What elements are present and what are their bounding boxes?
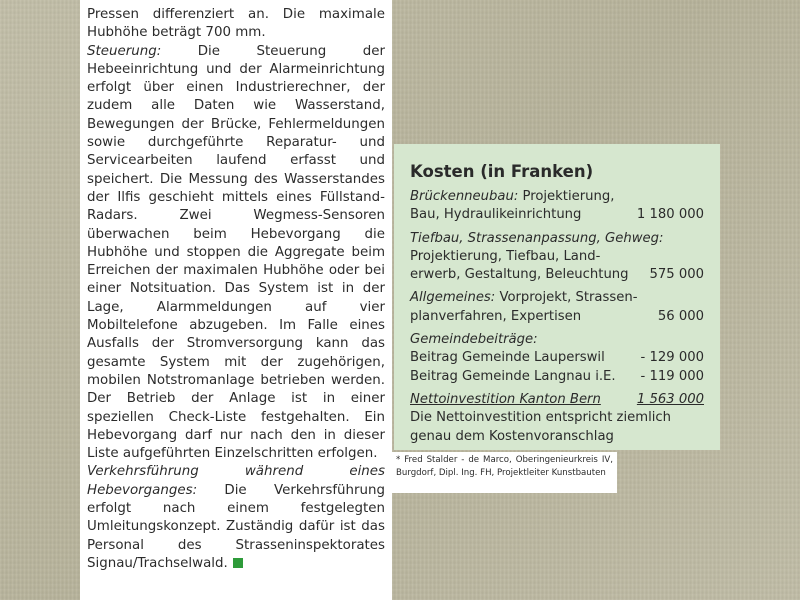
cost-line: [410, 188, 704, 206]
cost-group-gemeindebeitraege: [410, 331, 704, 386]
cost-line: [410, 206, 704, 224]
article-steuerung-paragraph: [87, 43, 385, 464]
cost-line-text: Vorprojekt, Strassen-: [495, 290, 638, 306]
cost-line-text: Beitrag Gemeinde Lauperswil: [410, 350, 605, 366]
cost-group-brueckenneubau: [410, 188, 704, 225]
cost-line-text: erwerb, Gestaltung, Beleuchtung: [410, 267, 629, 283]
article-verkehr-paragraph: [87, 463, 385, 573]
cost-line-text: Beitrag Gemeinde Langnau i.E.: [410, 368, 616, 384]
cost-line: [410, 248, 704, 266]
cost-line: [410, 308, 704, 326]
cost-category-label: Brückenneubau:: [410, 189, 519, 204]
verkehrsfuehrung-text: Die Verkehrsführung erfolgt nach einem festgelegten Umleitungskonzept. Zuständig dafür ist das Personal des Strasseninspektorates Signau/Trachselwald.: [87, 482, 385, 571]
cost-net-line: [410, 391, 704, 409]
cost-net-note: genau dem Kostenvoranschlag: [410, 428, 614, 444]
article-intro-paragraph: [87, 6, 385, 43]
cost-line-text: Projektierung,: [518, 189, 615, 204]
cost-category-label: Gemeindebeiträge:: [410, 332, 538, 348]
section-label-steuerung: Steuerung:: [87, 43, 162, 59]
author-footnote: * Fred Stalder - de Marco, Oberingenieurkreis IV, Burgdorf, Dipl. Ing. FH, Projektleiter Kunstbauten: [392, 452, 617, 493]
cost-amount: 575 000: [649, 267, 704, 283]
section-label-verkehrsfuehrung: Verkehrsführung während eines Hebevorganges:: [87, 464, 385, 498]
cost-amount: 1 180 000: [636, 207, 704, 223]
cost-line: [410, 331, 704, 349]
cost-category-label: Allgemeines:: [410, 290, 496, 306]
cost-line-text: planverfahren, Expertisen: [410, 308, 582, 324]
cost-net-label: Nettoinvestition Kanton Bern: [410, 391, 601, 407]
article-end-mark-icon: [233, 558, 243, 568]
cost-info-box: [394, 144, 720, 450]
cost-group-netto: [410, 391, 704, 446]
cost-line: [410, 289, 704, 307]
cost-amount: 56 000: [657, 308, 704, 324]
cost-group-allgemeines: [410, 289, 704, 326]
article-column: [80, 0, 392, 600]
cost-box-title: Kosten (in Franken): [410, 162, 594, 181]
cost-line: [410, 349, 704, 367]
cost-net-amount: 1 563 000: [636, 391, 704, 407]
cost-line-text: Bau, Hydraulikeinrichtung: [410, 207, 582, 223]
cost-amount: - 129 000: [640, 350, 704, 366]
cost-amount: - 119 000: [640, 368, 704, 384]
cost-net-note: Die Nettoinvestition entspricht ziemlich: [410, 410, 672, 426]
article-intro-text: Pressen differenziert an. Die maximale Hubhöhe beträgt 700 mm.: [87, 7, 385, 41]
cost-line: [410, 266, 704, 284]
cost-line: [410, 368, 704, 386]
steuerung-text: Die Steuerung der Hebeeinrichtung und der Alarmeinrichtung erfolgt über einen Industrierechner, der zudem alle Daten wie Wasserstand, Bewegungen der Brücke, Fehlermeldungen sowie durchgeführte Reparatur- und Servicearbeiten laufend erfasst und speichert. Die Messung des Wasserstandes der Ilfis geschieht mittels eines Füllstand-Radars. Zwei Wegmess-Sensoren überwachen beim Hebevorgang die Hubhöhe und stoppen die Aggregate beim Erreichen der maximalen Hubhöhe oder bei einer Notsituation. Das System ist in der Lage, Alarmmeldungen auf vier Mobiltelefone abzugeben. Im Falle eines Ausfalls der Stromversorgung kann das gesamte System mit der zugehörigen, mobilen Notstromanlage betrieben werden. Der Betrieb der Anlage ist in einer speziellen Check-Liste festgehalten. Ein Hebevorgang darf nur nach den in dieser Liste aufgeführten Einzelschritten erfolgen.: [87, 43, 385, 462]
cost-line-text: Projektierung, Tiefbau, Land-: [410, 248, 601, 264]
cost-line: [410, 230, 704, 248]
cost-group-tiefbau: [410, 230, 704, 285]
cost-category-label: Tiefbau, Strassenanpassung, Gehweg:: [410, 230, 664, 246]
